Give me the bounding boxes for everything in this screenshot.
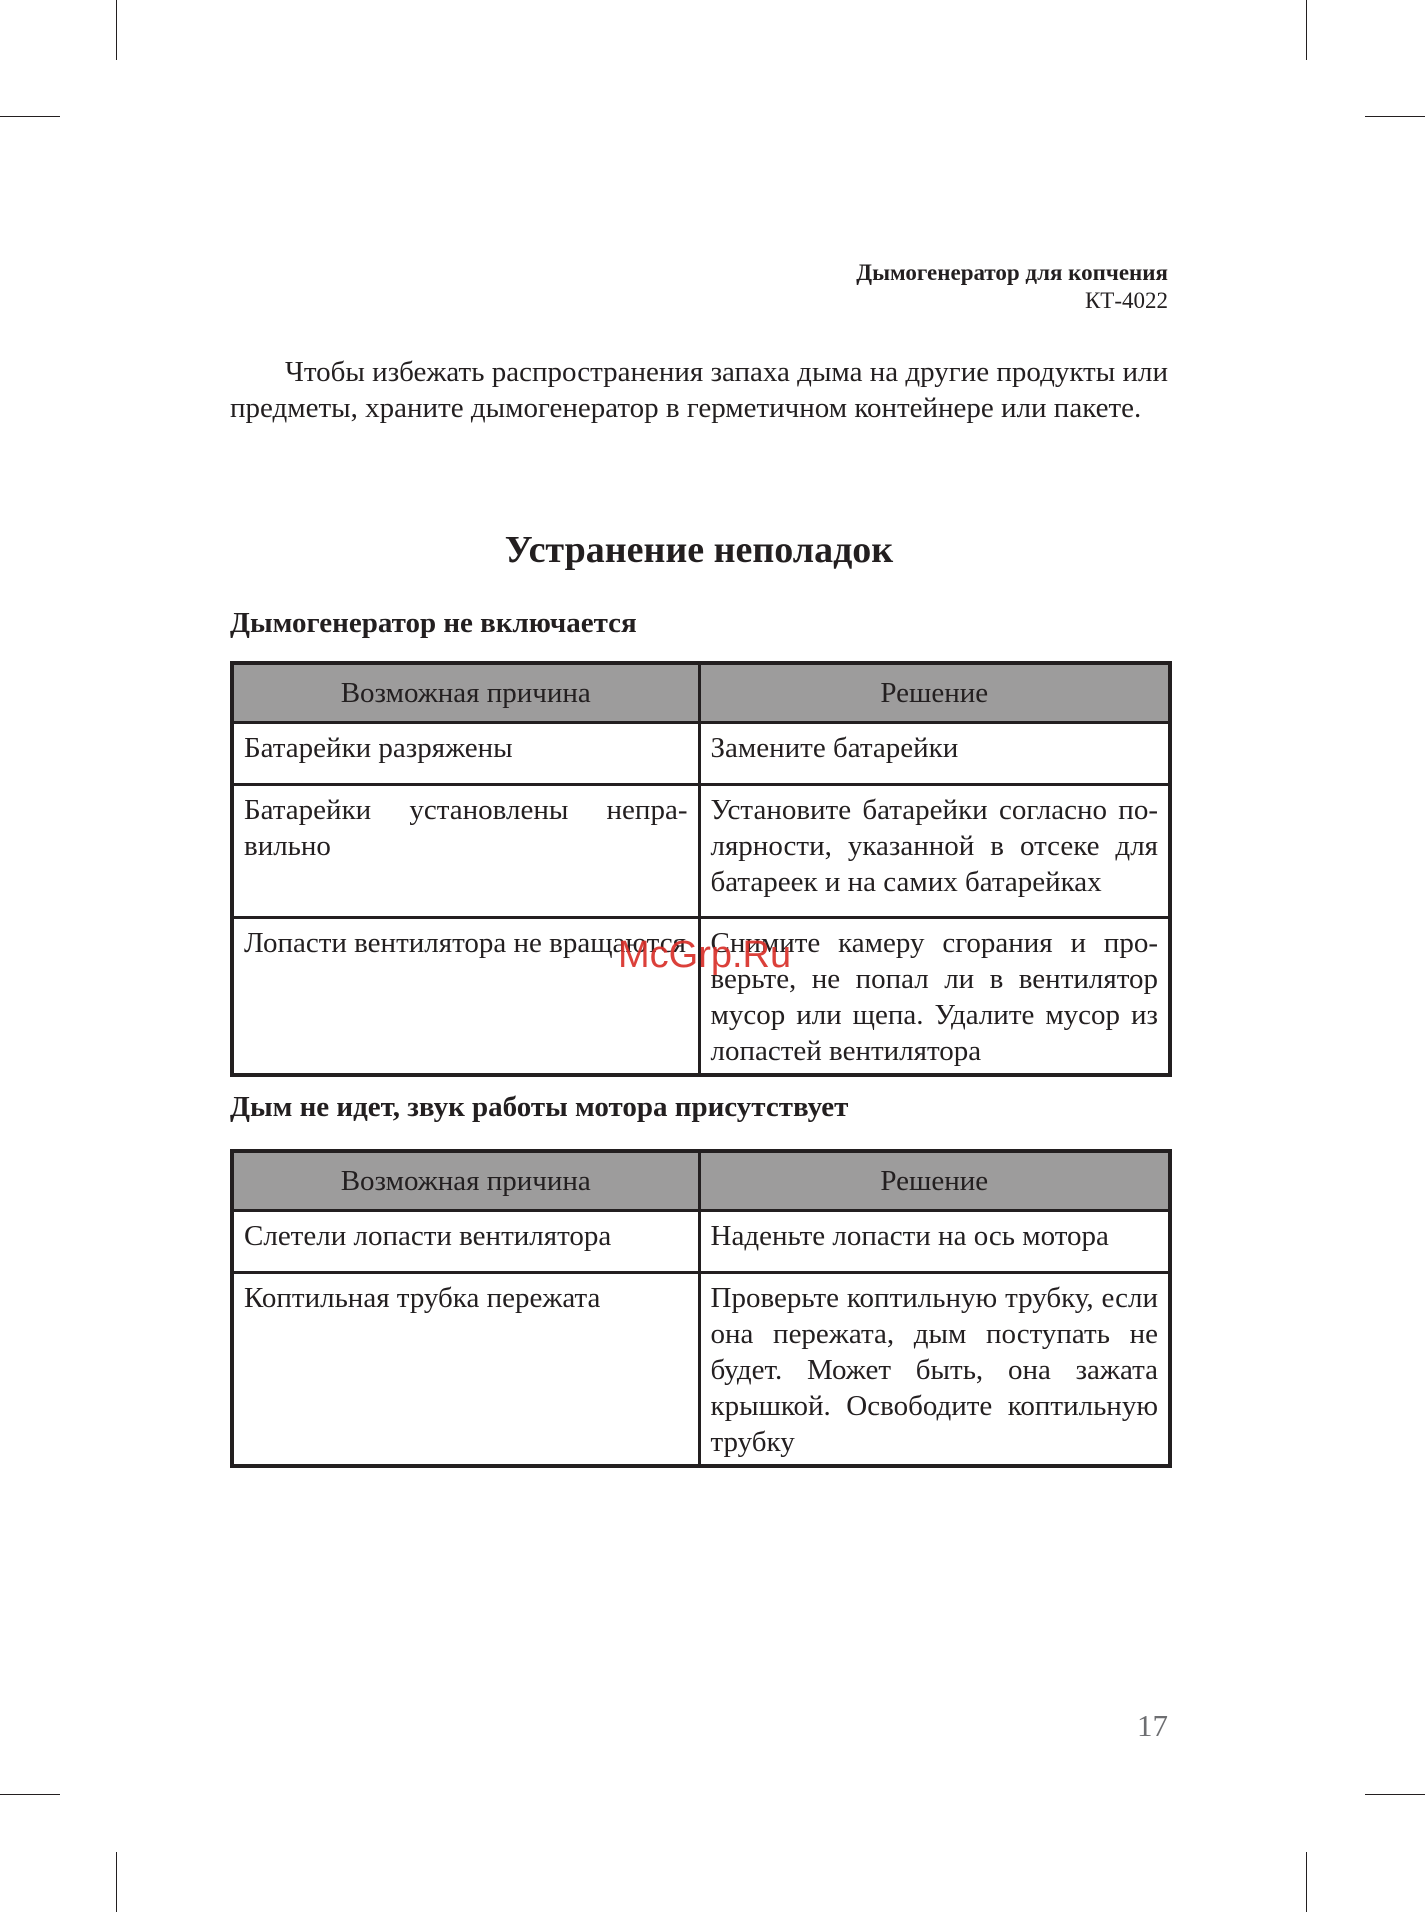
cause-cell: Коптильная трубка пережата	[232, 1273, 699, 1467]
table-row	[232, 723, 1170, 785]
crop-mark	[1365, 116, 1425, 117]
intro-paragraph: Чтобы избежать распространения запаха дыма на другие продукты или предметы, храните дымогенератор в герметичном контейнере или пакете.	[230, 356, 1168, 424]
solution-cell: Наденьте лопасти на ось мотора	[699, 1211, 1170, 1273]
crop-mark	[1306, 1852, 1307, 1912]
table-row	[232, 785, 1170, 918]
column-header-solution: Решение	[699, 663, 1170, 723]
crop-mark	[116, 0, 117, 60]
cause-cell: Батарейки установлены неправильно	[232, 785, 699, 918]
table-row	[232, 1211, 1170, 1273]
column-header-solution: Решение	[699, 1151, 1170, 1211]
troubleshooting-table-1	[230, 661, 1172, 1077]
cause-cell: Батарейки разряжены	[232, 723, 699, 785]
section-heading: Устранение неполадок	[504, 529, 894, 571]
table-1-heading: Дымогенератор не включается	[230, 607, 637, 639]
troubleshooting-table-2	[230, 1149, 1172, 1468]
crop-mark	[1306, 0, 1307, 60]
table-row	[232, 1273, 1170, 1467]
solution-cell: Снимите камеру сгорания и проверьте, не попал ли в вентилятор мусор или щепа. Удалите мусор из лопастей вентилятора	[699, 918, 1170, 1076]
solution-cell: Установите батарейки согласно полярности, указанной в отсеке для батареек и на самих батарейках	[699, 785, 1170, 918]
watermark: McGrp.Ru	[618, 934, 792, 976]
crop-mark	[1365, 1794, 1425, 1795]
crop-mark	[0, 116, 60, 117]
solution-cell: Проверьте коптильную трубку, если она пережата, дым поступать не будет. Может быть, она зажата крышкой. Освободите коптильную трубку	[699, 1273, 1170, 1467]
cause-cell: Лопасти вентилятора не вращаются	[232, 918, 699, 1076]
crop-mark	[116, 1852, 117, 1912]
crop-mark	[0, 1794, 60, 1795]
running-header-title: Дымогенератор для копчения	[856, 260, 1168, 285]
cause-cell: Слетели лопасти вентилятора	[232, 1211, 699, 1273]
running-header-model: КТ-4022	[1084, 288, 1168, 313]
column-header-cause: Возможная причина	[232, 663, 699, 723]
column-header-cause: Возможная причина	[232, 1151, 699, 1211]
table-2-heading: Дым не идет, звук работы мотора присутствует	[230, 1091, 849, 1123]
table-header-row	[232, 663, 1170, 723]
solution-cell: Замените батарейки	[699, 723, 1170, 785]
page-number: 17	[1137, 1708, 1168, 1743]
table-header-row	[232, 1151, 1170, 1211]
